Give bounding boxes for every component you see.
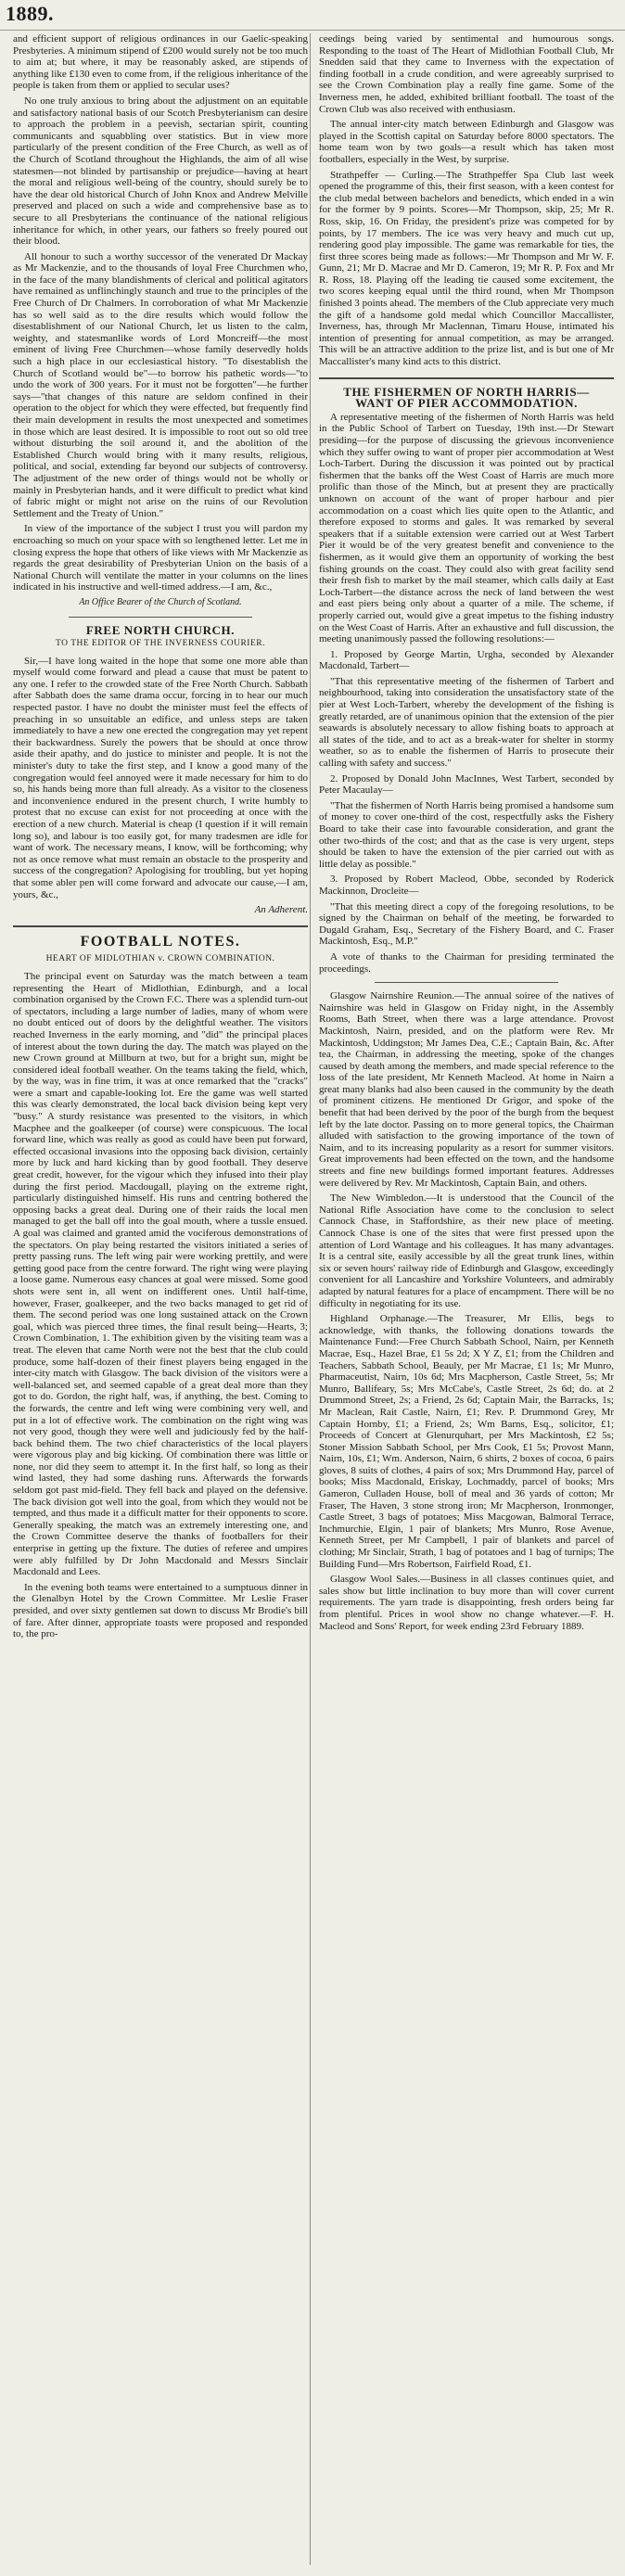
article-paragraph: A vote of thanks to the Chairman for presiding terminated the proceedings.	[319, 950, 614, 975]
section-heading: THE FISHERMEN OF NORTH HARRIS—	[343, 384, 590, 399]
resolution-text: "That the fishermen of North Harris being promised a handsome sum of money to cover one-third of the cost, respectfully asks the Fishery Board to take their case into favourable consideration, and grant the other two-thirds of the cost; and that as the case is very urgent, steps should be taken to have the extension of the pier carried out with as little delay as possible."	[319, 799, 614, 870]
column-divider	[310, 33, 311, 2565]
letter-signature: An Adherent.	[254, 904, 308, 916]
left-column	[13, 33, 308, 1644]
section-divider	[375, 982, 558, 983]
resolution: 3. Proposed by Robert Macleod, Obbe, seconded by Roderick Mackinnon, Drocleite—	[319, 874, 614, 897]
article-paragraph: Sir,—I have long waited in the hope that some one more able than myself would come forward and plead a cause that must be patent to any one. I refer to the crowded state of the Free North Church. Sabbath after Sabbath does the same drama occur, forcing in to hear our much respected pastor. I have no doubt the minister must feel the effects of preaching in so unsuitable an edifice, and unless steps are taken immediately to have a new one erected the congregation may yet repent their backwardness. Surely the powers that be should at once throw aside their apathy, and do justice to minister and people. It is not the minister's duty to take the first step, and I know a good many of the congregation would feel annoyed were it made necessary for him to do so, his hands being more than full already. As a visitor to the closeness and inconvenience endured in the present church, I write humbly to protest that no excuse can exist for not proceeding at once with the erection of a new church. Material is cheap (I question if it will remain long so), and labour is too easily got, for many tradesmen are idle for want of work. The necessary means, I know, will be forthcoming; why not as once remove what must remain an obstacle to the prosperity and success of the congregation? Apologising for troubling, but yet hoping that some abler pen will come forward and advocate our cause,—I am, yours, &c.,	[13, 655, 308, 900]
article-paragraph: In view of the importance of the subject I trust you will pardon my encroaching so much on your space with so lengthened letter. Let me in closing express the hope that others of like views with Mr Mackenzie as regards the great desirability of Presbyterian Union on the basis of a National Church will ventilate the matter in your columns on the lines indicated in his instructive and well-timed address.—I am, &c.,	[13, 523, 308, 593]
right-column	[319, 33, 614, 1636]
header-rule	[0, 30, 625, 31]
section-divider	[69, 617, 252, 618]
article-paragraph: The annual inter-city match between Edinburgh and Glasgow was played in the Scottish capital on Saturday before 8000 spectators. The home team won by two goals—a result which has taken most footballers, especially in the West, by surprise.	[319, 119, 614, 165]
article-paragraph: Glasgow Wool Sales.—Business in all classes continues quiet, and sales show but little inclination to buy more than will cover current requirements. The yarn trade is disappointing, fresh orders being far from plentiful. Prices in wool show no change whatever.—F. H. Macleod and Sons' Report, for week ending 23rd February 1889.	[319, 1574, 614, 1632]
article-paragraph: A representative meeting of the fishermen of North Harris was held in the Public School of Tarbert on Tuesday, 19th inst.—Dr Stewart presiding—for the purpose of discussing the grievous inconvenience which they suffer owing to want of proper pier accommodation at West Loch-Tarbert. During the discussion it was pointed out by practical fishermen that the banks off the West Coast of Harris are much more prolific than those of the Minch, but at present they are practically unknown on account of the want of proper harbour and pier accommodation on a coast which lies quite open to the Atlantic, and therefore exposed to storms and gales. It was remarked by several speakers that if a suitable extension were carried out at West Tarbert Pier it would be of the very greatest benefit and convenience to the fishermen, as it would give them an opportunity of working the best fishing grounds on the coast. They could also with great facility send their fresh fish to market by the mail steamer, which calls daily at East Loch-Tarbert—the distance across the neck of land between the west and east piers being only about a quarter of a mile. The scheme, if properly carried out, would give a great impetus to the fishing industry on the West Coast of Harris. After an exhaustive and full discussion, the meeting unanimously passed the following resolutions:—	[319, 411, 614, 645]
section-divider	[319, 377, 614, 379]
resolution: 2. Proposed by Donald John MacInnes, West Tarbert, seconded by Peter Macaulay—	[319, 772, 614, 797]
resolution: 1. Proposed by George Martin, Urgha, seconded by Alexander Macdonald, Tarbert—	[319, 648, 614, 672]
article-paragraph: The New Wimbledon.—It is understood that the Council of the National Rifle Association have come to the conclusion to select Cannock Chase, in Staffordshire, as their new place of meeting. Cannock Chase is one of the sites that were first pressed upon the attention of Lord Wantage and his colleagues. It has many advantages. It is a central site, easily accessible by all the great trunk lines, within six or seven hours' railway ride of Edinburgh and Glasgow, exceedingly convenient for all Lancashire and Yorkshire Volunteers, and admirably adapted by natural features for a place of encampment. There will be no difficulty in negotiating for its use.	[319, 1192, 614, 1309]
letter-signature: An Office Bearer of the Church of Scotland.	[79, 596, 242, 607]
section-heading: FOOTBALL NOTES.	[80, 933, 241, 950]
section-subheading: TO THE EDITOR OF THE INVERNESS COURIER.	[56, 639, 265, 649]
resolution-text: "That this representative meeting of the fishermen of Tarbert and neighbourhood, taking into consideration the unsatisfactory state of the pier at West Loch-Tarbert, whereby the development of the fishing is greatly retarded, are of unanimous opinion that the extension of the pier seawards is absolutely necessary to allow fishing boats to approach at all states of the tide, and to act as a break-water for shelter in stormy weather, so as to enable the fishermen of Harris to prosecute their calling with safety and success."	[319, 675, 614, 770]
article-paragraph: No one truly anxious to bring about the adjustment on an equitable and satisfactory national basis of our Scotch Presbyterianism can desire to approach the problem in a peevish, sectarian spirit, counting communicants and squabbling over statistics. But in view more particularly of the present condition of the Free Church, as well as of the Church of Scotland throughout the Highlands, the aim of all wise statesmen—not blinded by partisanship or prejudice—having at heart the moral and religious well-being of the country, should surely be to have the dear old historical Church of John Knox and Andrew Melville preserved and placed on such a wide and comprehensive base as to secure to all Presbyterians the continuance of the national religious inheritance for which, in other years, our fathers so freely poured out their blood.	[13, 95, 308, 248]
resolution-text: "That this meeting direct a copy of the foregoing resolutions, to be signed by the Chairman on behalf of the meeting, be forwarded to Dugald Graham, Esq., Secretary of the Fishery Board, and C. Fraser Mackintosh, Esq., M.P."	[319, 900, 614, 948]
article-paragraph: and efficient support of religious ordinances in our Gaelic-speaking Presbyteries. A minimum stipend of £200 would surely not be too much to aim at; but where, it may be reasonably asked, are stipends of anything like £130 even to come from, if the religious inheritance of the people is taken from them or applied to secular uses?	[13, 33, 308, 92]
article-paragraph: In the evening both teams were entertained to a sumptuous dinner in the Glenalbyn Hotel by the Crown Committee. Mr Leslie Fraser presided, and over sixty gentlemen sat down to discuss Mr Brodie's bill of fare. After dinner, appropriate toasts were proposed and responded to, the pro-	[13, 1581, 308, 1640]
section-heading: FREE NORTH CHURCH.	[85, 622, 236, 637]
article-paragraph: All honour to such a worthy successor of the venerated Dr Mackay as Mr Mackenzie, and to the thousands of loyal Free Churchmen who, in the face of the many blandishments of clerical and political agitators have remained as unflinchingly staunch and true to the principles of the Free Church of Dr Chalmers. In corroboration of what Mr Mackenzie has so well said as to the dire results which would follow the disestablishment of our National Church, let us listen to the calm, weighty, and statesmanlike words of Lord Moncreiff—the most eminent of living Free Churchmen—whose family deservedly holds such a high place in our ecclesiastical history. "To disestablish the Church of Scotland would be"—to borrow his pathetic words—"to undo the work of 300 years. For it must not be forgotten"—he further says—"that changes of this nature are seldom confined in their operation to the object for which they were effected, but frequently find their main development in results the most unexpected and sometimes in those which are least desired. It is impossible to root out so old tree without disturbing the soil around it, and the abolition of the Established Church would bring with it many results, religious, political, and social, extending far beyond our subjects of controversy. The adjustment of the new order of things would not be wholly or mainly in Presbyterian hands, and it were difficult to predict what kind of fabric might or might not arise on the ruins of our Revolution Settlement and the Treaty of Union."	[13, 250, 308, 519]
article-paragraph: Strathpeffer — Curling.—The Strathpeffer Spa Club last week opened the programme of this, their first season, with a keen contest for the club medal between bachelors and benedicts, which ended in a win for the former by 9 points. Scores—Mr Thompson, skip, 25; Mr R. Ross, skip, 16. On Friday, the president's prize was competed for by points, by 17 members. The ice was very heavy and much cut up, rendering good play impossible. The game was remarkable for ties, the first three scores being made as follows:—Mr Thompson and Mr W. F. Gunn, 21; Mr D. Macrae and Mr D. Cameron, 19; Mr R. P. Fox and Mr R. Ross, 18. Playing off the leading tie caused some excitement, the two scores keeping equal until the third round, when Mr Thompson finished 3 points ahead. The members of the Club appreciate very much the gift of a handsome gold medal which Councillor Maccallister, Inverness, has, through Mr Maclennan, Timaru House, intimated his intention of presenting for annual competition, as may be arranged. This will be an attractive addition to the prize list, and is but one of Mr Maccallister's many kind acts to this district.	[319, 169, 614, 368]
section-divider	[13, 925, 308, 927]
article-paragraph: Highland Orphanage.—The Treasurer, Mr Ellis, begs to acknowledge, with thanks, the following donations towards the Maintenance Fund:—Free Church Sabbath School, Nairn, per Kenneth Macrae, Esq., Hazel Brae, £1 5s 2d; X Y Z, £1; from the Children and Teachers, Sabbath School, Beauly, per Mr Macrae, £1 1s; Mr Munro, Pharmaceutist, Nairn, 10s 6d; Mrs Macpherson, Castle Street, 5s; Mr Munro, Ballifeary, 5s; Mrs McCabe's, Castle Street, 2s 6d; do. at 2 Drummond Street, 2s; a Friend, 2s 6d; Captain Mair, the Barracks, 1s; Mr Maclean, Rait Castle, Nairn, £1; Rev. P. Drummond Grey, Mr Captain Hornby, £1; a Friend, 2s; Wm Barns, Esq., solicitor, £1; Proceeds of Concert at Glenurquhart, per Mrs Mackintosh, £2 5s; Stoner Mission Sabbath School, per Mrs Cook, £1 5s; Provost Mann, Nairn, 10s, £1; Wm. Anderson, Nairn, 6 shirts, 2 boxes of cocoa, 6 pairs gloves, 8 suits of clothes, 4 pairs of sox; Mrs Drummond Hay, parcel of books; Miss Macdonald, Eriskay, Lochmaddy, parcel of books; Mrs Gameron, Culladen House, boll of meal and 36 yards of cotton; Mr Fraser, The Haven, 3 stone strong iron; Mr Macpherson, Ironmonger, Castle Street, 3 bags of potatoes; Miss Macgowan, Balmoral Terrace, Inchmurchie, Elgin, 1 pair of blankets; Mrs Munro, Rose Avenue, Kenneth Street, per Mr Campbell, 1 pair of blankets and parcel of clothing; Mr Sinclair, Strath, 1 bag of potatoes and 1 bag of turnips; The Building Fund—Mrs Robertson, Fairfield Road, £1.	[319, 1313, 614, 1570]
article-paragraph: ceedings being varied by sentimental and humourous songs. Responding to the toast of The Heart of Midlothian Football Club, Mr Snedden said that they came to Inverness with the expectation of finding football in a crude condition, and were agreeably surprised to see the Crown Combination play a really fine game. Some of the Inverness men, he added, exhibited brilliant football. The toast of the Crown Club was also received with enthusiasm.	[319, 33, 614, 115]
article-paragraph: The principal event on Saturday was the match between a team representing the Heart of Midlothian, Edinburgh, and a local combination organised by the Crown F.C. There was a splendid turn-out of spectators, including a large number of ladies, many of whom were no doubt enticed out of doors by the delightful weather. The visitors reached Inverness in the early morning, and "did" the principal places of interest about the town during the day. The match was played on the new Crown ground at Millburn at two, but for a bright sun, might be considered ideal football weather. On the teams taking the field, which, by the way, was in fine trim, it was at once remarked that the "cracks" were a smart and capable-looking lot. Ere the game was well started this was clearly demonstrated, the local back division being kept very "busy." A sturdy resistance was presented to the visitors, in which Macphee and the goalkeeper (of course) were conspicuous. The local forward line, which was really as good as could have been put forward, effected occasional invasions into the opposing back division, certainly more by luck and hard kicking than by good football. They deserve great credit, however, for the vigour which they infused into their play during the first period. Macdougall, playing on the extreme right, particularly distinguished himself. His runs and centring bothered the opposing backs a great deal. During one of their raids the local men managed to get the ball off into the goal mouth, where a tussle ensued. A goal was claimed and granted amid the vociferous demonstrations of the spectators. On play being restarted the visitors initiated a series of pretty passing runs. The left wing pair were working prettily, and were getting good pace from the centre forward. The right wing were playing a loose game. Numerous easy chances at goal were missed. Some good shots were sent in, all went on indifferent ones. Until half-time, however, Fraser, goalkeeper, and the two backs managed to get rid of them. The second period was one long sustained attack on the Crown goal, which was pierced three times, the final result being—Hearts, 3; Crown Combination, 1. The exhibition given by the visiting team was a treat. The eleven that came North were not the best that the club could produce, some half-dozen of their finest players being engaged in the inter-city match with Glasgow. The back division of the visitors were a well-balanced set, and seemed capable of a great deal more than they got to do. Gordon, the right half, was, if anything, the best. Coming to the forwards, the centre and left wing were combining very well, and put in a lot of effective work. The combination on the right wing was not very good, though they were well and judiciously fed by the half-back behind them. The two chief characteristics of the local players were vigorous play and big kicking. Of combination there was little or none, nor did they seem to attempt it. In the first half, so long as their wind lasted, they had some dashing runs. Afterwards the forwards seldom got past mid-field. They fell back and played on the defensive. The back division got well into the goal, from which they would not be tempted, and thus made it a difficult matter for their opponents to score. Generally speaking, the match was an extremely interesting one, and the Crown Committee deserve the thanks of footballers for their enterprise in getting up the fixture. The duties of referee and umpires were ably fulfilled by Dr John Macdonald and Messrs Sinclair Macdonald and Lees.	[13, 970, 308, 1578]
section-subheading: HEART OF MIDLOTHIAN v. CROWN COMBINATION.	[45, 954, 275, 964]
page-year: 1889.	[6, 2, 54, 25]
section-heading-line2: WANT OF PIER ACCOMMODATION.	[355, 396, 578, 411]
article-paragraph: Glasgow Nairnshire Reunion.—The annual soiree of the natives of Nairnshire was held in Glasgow on Friday night, in the Assembly Rooms, Bath Street, when there was a large attendance. Provost Mackintosh, Nairn, presided, and on the platform were Rev. Mr Mackintosh, Uddingston; Mr James Dea, C.E.; Captain Bain, &c. After tea, the Chairman, in addressing the meeting, spoke of the changes caused by death among the members, and made special reference to the loss of the late president, Mr Kenneth Macleod. At home in Nairn a great many blanks had also been caused in the community by the death of prominent citizens. He mentioned Dr Grigor, and spoke of the benefit that had been derived by the poor of the burgh from the bequest left by the late doctor. Passing on to more general topics, the Chairman alluded with satisfaction to the growing importance of the town of Nairn, and to its increasing popularity as a resort for summer visitors. Great improvements had been effected on the town, and the handsome streets and fine new buildings formed important features. Addresses were delivered by Rev. Mr Mackintosh, Captain Bain, and others.	[319, 990, 614, 1189]
